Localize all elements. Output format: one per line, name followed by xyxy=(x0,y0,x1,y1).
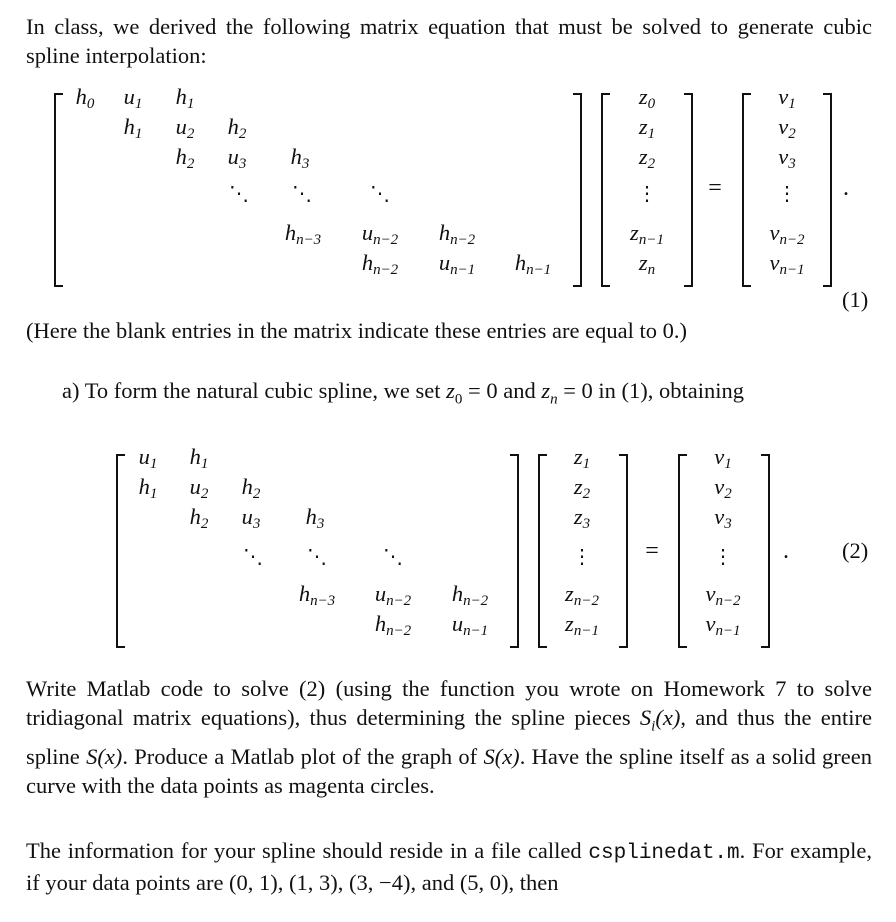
matrix-entry-subscript: n−3 xyxy=(296,232,322,248)
matrix-1-right-bracket xyxy=(573,93,582,287)
matrix-entry-symbol: h xyxy=(298,581,311,606)
matrix-entry-symbol: u xyxy=(175,114,187,139)
info-text-1: The information for your spline should reside in a file called xyxy=(26,838,589,863)
matrix-entry-symbol: h xyxy=(284,220,297,245)
z-vector-entry-symbol: z xyxy=(638,84,648,109)
matrix-entry xyxy=(227,114,247,142)
matrix-entry xyxy=(75,84,95,112)
vvec-1-left-bracket xyxy=(742,93,751,287)
z-vector-entry-subscript: 2 xyxy=(647,156,656,172)
z-vector-entry-symbol: z xyxy=(638,250,648,275)
part-a-prefix: a) To form the natural cubic spline, we set xyxy=(62,378,441,403)
zn-subscript: n xyxy=(550,391,558,408)
z-vector-entry-subscript: 1 xyxy=(582,456,591,472)
matrix-entry-subscript: n−2 xyxy=(450,232,476,248)
matrix-entry xyxy=(298,581,336,609)
v-vector-entry-subscript: n−2 xyxy=(715,593,741,609)
s-symbol: S xyxy=(86,743,98,769)
matrix-2-right-bracket xyxy=(510,454,519,648)
v-vector-entry-subscript: 2 xyxy=(788,126,796,142)
z-vector-entry-symbol: z xyxy=(573,504,583,529)
matrix-entry xyxy=(361,250,399,278)
matrix-entry-subscript: 3 xyxy=(252,516,261,532)
z-vector-entry xyxy=(638,114,656,142)
diagonal-ellipsis: ⋱ xyxy=(383,544,403,568)
matrix-entry-subscript: 3 xyxy=(316,516,325,532)
matrix-entry xyxy=(438,220,476,248)
matrix-entry xyxy=(175,144,195,172)
v-vector-entry-symbol: v xyxy=(714,444,725,469)
matrix-entry-subscript: 1 xyxy=(149,486,158,502)
matrix-entry xyxy=(374,611,412,639)
matrix-entry-subscript: 2 xyxy=(252,486,261,502)
z-vector-entry xyxy=(573,474,591,502)
matrix-entry xyxy=(438,250,476,278)
v-vector-entry-symbol: v xyxy=(778,84,789,109)
v-vector-entry xyxy=(714,444,732,472)
v-vector-entry xyxy=(778,114,796,142)
v-vector-entry-subscript: 2 xyxy=(724,486,732,502)
z-vector-entry xyxy=(630,220,664,248)
matrix-entry-subscript: 3 xyxy=(301,156,310,172)
v-vector-entry xyxy=(778,84,796,112)
matrix-entry-symbol: h xyxy=(305,504,317,529)
matrix-entry xyxy=(227,144,247,172)
matrix-entry-subscript: 0 xyxy=(86,96,95,112)
matrix-1-left-bracket xyxy=(54,93,63,287)
s-argument: (x) xyxy=(97,743,123,769)
matrix-entry-symbol: h xyxy=(290,144,302,169)
vvec-2-right-bracket xyxy=(761,454,770,648)
write-matlab-paragraph xyxy=(26,674,872,800)
part-a-middle: = 0 and xyxy=(462,378,542,403)
v-vector-entry-subscript: 3 xyxy=(788,156,796,172)
z-vector-entry-symbol: z xyxy=(573,444,583,469)
matrix-entry-subscript: 1 xyxy=(149,456,158,472)
diagonal-ellipsis: ⋱ xyxy=(370,181,390,205)
matrix-entry-subscript: n−2 xyxy=(463,593,489,609)
matrix-entry xyxy=(241,474,261,502)
matrix-entry-symbol: u xyxy=(138,444,150,469)
matrix-entry xyxy=(189,474,209,502)
write-text-3: . Produce a Matlab plot of the graph of xyxy=(122,743,484,769)
vertical-ellipsis: ⋮ xyxy=(637,181,657,205)
matrix-entry-symbol: h xyxy=(75,84,87,109)
equation-2-period: . xyxy=(783,538,789,564)
matrix-entry xyxy=(189,504,209,532)
matrix-entry-subscript: 1 xyxy=(134,126,143,142)
vertical-ellipsis: ⋮ xyxy=(572,544,592,568)
filename: csplinedat.m xyxy=(588,842,740,865)
matrix-entry-symbol: u xyxy=(438,250,451,275)
vvec-2-left-bracket xyxy=(678,454,687,648)
info-text-2: . For example, if your data points are (0, 1), (1, 3), (3, −4), and (5, 0), then xyxy=(26,838,873,895)
diagonal-ellipsis: ⋱ xyxy=(307,544,327,568)
matrix-entry-subscript: 1 xyxy=(186,96,195,112)
matrix-entry-symbol: h xyxy=(227,114,239,139)
v-vector-entry xyxy=(769,220,805,248)
v-vector-entry-symbol: v xyxy=(769,220,780,245)
z-vector-entry-symbol: z xyxy=(565,581,574,606)
part-a-paragraph xyxy=(26,376,872,415)
z-vector-entry-subscript: n−1 xyxy=(573,623,599,639)
v-vector-entry-symbol: v xyxy=(714,504,725,529)
z-vector-entry-symbol: z xyxy=(573,474,583,499)
z-vector-entry-symbol: z xyxy=(638,144,648,169)
z-vector-entry-symbol: z xyxy=(638,114,648,139)
si-subscript: i xyxy=(651,718,656,735)
matrix-entry-subscript: n−3 xyxy=(310,593,336,609)
matrix-entry-symbol: h xyxy=(123,114,135,139)
diagonal-ellipsis: ⋱ xyxy=(292,181,312,205)
v-vector-entry xyxy=(714,504,732,532)
matrix-entry-subscript: 2 xyxy=(186,156,195,172)
matrix-entry-symbol: h xyxy=(175,84,187,109)
matrix-entry-subscript: n−1 xyxy=(526,262,552,278)
intro-paragraph: In class, we derived the following matrix equation that must be solved to generate cubic spline interpolation: xyxy=(26,14,872,68)
note-paragraph: (Here the blank entries in the matrix indicate these entries are equal to 0.) xyxy=(26,318,687,343)
matrix-entry xyxy=(123,84,143,112)
equation-1-number: (1) xyxy=(842,287,869,312)
matrix-entry-subscript: n−2 xyxy=(386,593,412,609)
z-vector-entry-subscript: 0 xyxy=(647,96,656,112)
z0-subscript: 0 xyxy=(454,391,463,408)
matrix-entry-symbol: h xyxy=(189,444,201,469)
matrix-entry xyxy=(305,504,325,532)
matrix-entry-subscript: n−2 xyxy=(373,262,399,278)
v-vector-entry-subscript: 1 xyxy=(724,456,732,472)
matrix-entry xyxy=(241,504,261,532)
v-vector-entry-subscript: n−2 xyxy=(779,232,805,248)
z-vector-entry xyxy=(638,144,656,172)
z-vector-entry xyxy=(565,581,599,609)
equals-sign-2: = xyxy=(645,538,659,564)
diagonal-ellipsis: ⋱ xyxy=(243,544,263,568)
matrix-entry xyxy=(123,114,143,142)
matrix-entry-subscript: 2 xyxy=(200,486,209,502)
matrix-entry-symbol: h xyxy=(189,504,201,529)
write-text-4: . Have the spline itself as a solid green curve with the data points as magenta circles. xyxy=(26,743,873,798)
zvec-1-left-bracket xyxy=(601,93,610,287)
z-vector-entry xyxy=(565,611,599,639)
matrix-entry-symbol: h xyxy=(514,250,527,275)
si-symbol: S xyxy=(639,705,652,730)
vertical-ellipsis: ⋮ xyxy=(777,181,797,205)
matrix-entry-symbol: u xyxy=(374,581,387,606)
matrix-entry xyxy=(290,144,310,172)
v-vector-entry-subscript: 1 xyxy=(788,96,796,112)
part-a-tail: = 0 in (1), obtaining xyxy=(557,378,745,403)
matrix-entry-symbol: u xyxy=(189,474,201,499)
s2-argument: (x) xyxy=(494,743,520,769)
s2-symbol: S xyxy=(483,743,495,769)
matrix-entry-subscript: n−2 xyxy=(386,623,412,639)
matrix-entry-subscript: n−1 xyxy=(463,623,489,639)
matrix-entry-symbol: h xyxy=(241,474,253,499)
info-paragraph xyxy=(26,836,872,897)
vvec-1-right-bracket xyxy=(823,93,832,287)
z-vector-entry xyxy=(573,444,591,472)
vertical-ellipsis: ⋮ xyxy=(713,544,733,568)
matrix-entry xyxy=(189,444,209,472)
v-vector-entry-symbol: v xyxy=(778,114,789,139)
diagonal-ellipsis: ⋱ xyxy=(229,181,249,205)
z-vector-entry-subscript: n xyxy=(647,262,656,278)
v-vector-entry xyxy=(769,250,805,278)
matrix-entry-symbol: u xyxy=(361,220,374,245)
matrix-entry xyxy=(361,220,399,248)
v-vector-entry xyxy=(705,611,741,639)
v-vector-entry-symbol: v xyxy=(714,474,725,499)
z-vector-entry-subscript: 3 xyxy=(582,516,591,532)
matrix-entry xyxy=(138,474,158,502)
zn-symbol: z xyxy=(541,378,551,403)
matrix-entry-symbol: h xyxy=(451,581,464,606)
matrix-entry xyxy=(451,611,489,639)
matrix-2-left-bracket xyxy=(116,454,125,648)
z-vector-entry-symbol: z xyxy=(565,611,574,636)
equals-sign-1: = xyxy=(708,175,722,201)
matrix-entry xyxy=(451,581,489,609)
write-text-2: , and thus the entire spline xyxy=(26,705,872,769)
v-vector-entry-symbol: v xyxy=(705,581,716,606)
v-vector-entry-subscript: n−1 xyxy=(779,262,805,278)
matrix-entry-symbol: h xyxy=(438,220,451,245)
z-vector-entry-subscript: n−2 xyxy=(573,593,599,609)
matrix-entry xyxy=(175,84,195,112)
matrix-entry-symbol: h xyxy=(138,474,150,499)
write-text-1: Write Matlab code to solve (2) (using the function you wrote on Homework 7 to solve tridiagonal matrix equations), thus determining the spline pieces xyxy=(26,676,872,730)
matrix-entry-subscript: 2 xyxy=(200,516,209,532)
matrix-entry-subscript: 2 xyxy=(186,126,195,142)
matrix-entry-symbol: u xyxy=(241,504,253,529)
z-vector-entry xyxy=(573,504,591,532)
v-vector-entry-subscript: 3 xyxy=(724,516,732,532)
z0-symbol: z xyxy=(446,378,455,403)
z-vector-entry-subscript: 1 xyxy=(647,126,656,142)
matrix-entry-symbol: u xyxy=(123,84,135,109)
matrix-entry-symbol: h xyxy=(361,250,374,275)
matrix-entry-subscript: n−2 xyxy=(373,232,399,248)
v-vector-entry xyxy=(714,474,732,502)
matrix-entry xyxy=(374,581,412,609)
matrix-entry-symbol: u xyxy=(227,144,239,169)
equation-1-period: . xyxy=(843,175,849,201)
z-vector-entry-subscript: 2 xyxy=(582,486,591,502)
matrix-entry xyxy=(514,250,552,278)
matrix-entry-subscript: 1 xyxy=(200,456,209,472)
matrix-entry-subscript: n−1 xyxy=(450,262,476,278)
v-vector-entry-symbol: v xyxy=(769,250,780,275)
matrix-entry-subscript: 1 xyxy=(134,96,143,112)
matrix-entry xyxy=(284,220,322,248)
matrix-entry-symbol: u xyxy=(451,611,464,636)
z-vector-entry-subscript: n−1 xyxy=(638,232,664,248)
zvec-1-right-bracket xyxy=(684,93,693,287)
v-vector-entry xyxy=(705,581,741,609)
matrix-entry xyxy=(175,114,195,142)
z-vector-entry-symbol: z xyxy=(630,220,639,245)
matrix-entry-symbol: h xyxy=(374,611,387,636)
si-argument: (x) xyxy=(655,705,681,730)
equation-2-number: (2) xyxy=(842,538,869,563)
z-vector-entry xyxy=(638,84,656,112)
zvec-2-left-bracket xyxy=(538,454,547,648)
zvec-2-right-bracket xyxy=(619,454,628,648)
v-vector-entry xyxy=(778,144,796,172)
z-vector-entry xyxy=(638,250,656,278)
matrix-entry-symbol: h xyxy=(175,144,187,169)
matrix-entry-subscript: 2 xyxy=(238,126,247,142)
v-vector-entry-subscript: n−1 xyxy=(715,623,741,639)
v-vector-entry-symbol: v xyxy=(705,611,716,636)
matrix-entry xyxy=(138,444,158,472)
v-vector-entry-symbol: v xyxy=(778,144,789,169)
matrix-entry-subscript: 3 xyxy=(238,156,247,172)
